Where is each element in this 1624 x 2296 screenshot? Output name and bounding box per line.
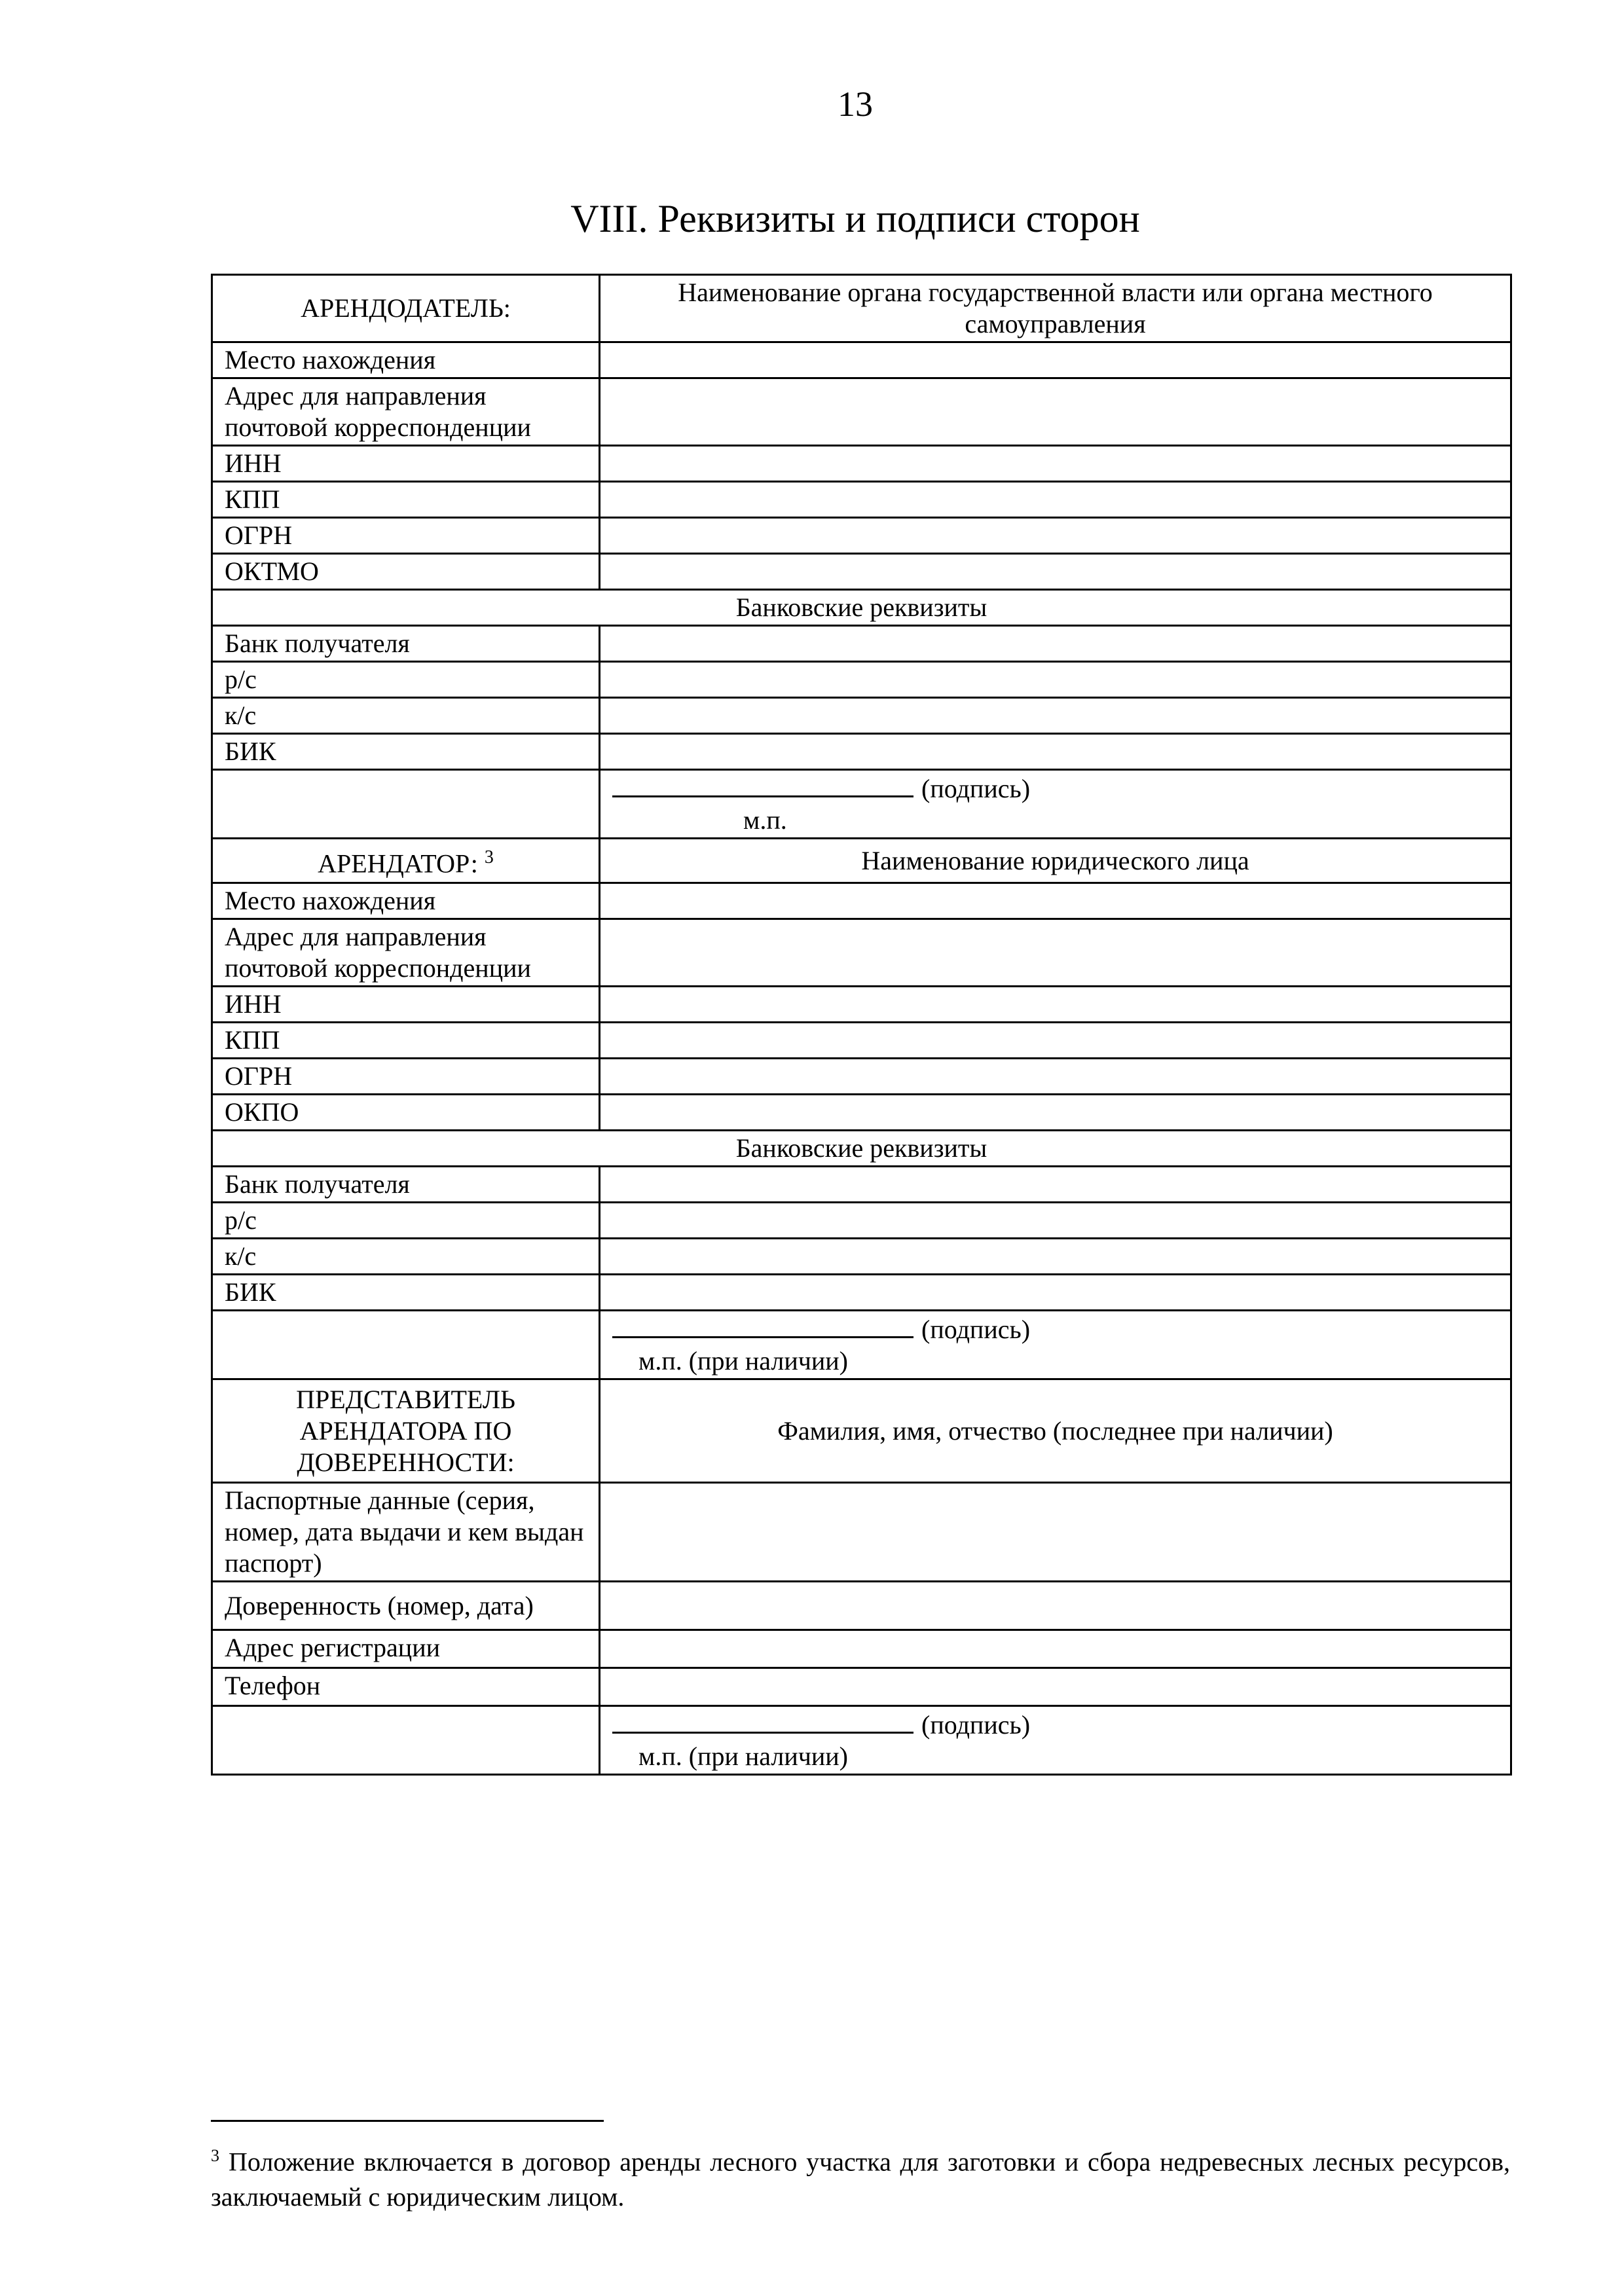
stamp-label: м.п. (при наличии): [638, 1741, 848, 1771]
tenant-row-value[interactable]: [600, 987, 1511, 1023]
tenant-signature-cell[interactable]: [600, 1311, 1511, 1379]
signature-label: (подпись): [921, 1315, 1031, 1344]
tenant-bank-row-value[interactable]: [600, 1275, 1511, 1311]
landlord-bank-row-value[interactable]: [600, 698, 1511, 734]
tenant-row-label: ОКПО: [212, 1095, 600, 1131]
signature-line: [612, 1313, 913, 1338]
tenant-row-label: ОГРН: [212, 1059, 600, 1095]
landlord-row-label: ОКТМО: [212, 554, 600, 590]
signature-line: [612, 772, 913, 797]
representative-row-value[interactable]: [600, 1582, 1511, 1630]
landlord-bank-row-label: БИК: [212, 734, 600, 770]
representative-heading: ПРЕДСТАВИТЕЛЬ АРЕНДАТОРА ПО ДОВЕРЕННОСТИ:: [212, 1379, 600, 1483]
signature-label: (подпись): [921, 774, 1031, 803]
tenant-bank-heading: Банковские реквизиты: [212, 1131, 1511, 1167]
tenant-row-value[interactable]: [600, 1023, 1511, 1059]
tenant-bank-row-label: р/с: [212, 1203, 600, 1239]
tenant-heading: АРЕНДАТОР:: [318, 848, 478, 879]
representative-row-label: Доверенность (номер, дата): [212, 1582, 600, 1630]
requisites-table: [211, 274, 1512, 1776]
tenant-bank-row-label: к/с: [212, 1239, 600, 1275]
tenant-row-value[interactable]: [600, 883, 1511, 919]
landlord-row-value[interactable]: [600, 482, 1511, 518]
representative-row-value[interactable]: [600, 1630, 1511, 1668]
landlord-signature-cell[interactable]: [600, 770, 1511, 839]
tenant-bank-row-value[interactable]: [600, 1203, 1511, 1239]
landlord-row-value[interactable]: [600, 554, 1511, 590]
tenant-signature-empty-cell: [212, 1311, 600, 1379]
representative-row-label: Адрес регистрации: [212, 1630, 600, 1668]
stamp-label: м.п. (при наличии): [638, 1346, 848, 1376]
tenant-bank-row-value[interactable]: [600, 1167, 1511, 1203]
landlord-row-label: ИНН: [212, 446, 600, 482]
tenant-name-label: Наименование юридического лица: [600, 839, 1511, 883]
page-number: 13: [838, 84, 873, 124]
landlord-bank-row-label: Банк получателя: [212, 626, 600, 662]
landlord-row-label: Адрес для направления почтовой корреспонденции: [212, 378, 600, 446]
landlord-row-value[interactable]: [600, 518, 1511, 554]
signature-label: (подпись): [921, 1710, 1031, 1740]
tenant-row-label: ИНН: [212, 987, 600, 1023]
landlord-heading: АРЕНДОДАТЕЛЬ:: [212, 275, 600, 342]
signature-line: [612, 1708, 913, 1734]
tenant-row-label: КПП: [212, 1023, 600, 1059]
landlord-row-value[interactable]: [600, 342, 1511, 378]
representative-row-value[interactable]: [600, 1483, 1511, 1582]
tenant-bank-row-value[interactable]: [600, 1239, 1511, 1275]
tenant-bank-row-label: Банк получателя: [212, 1167, 600, 1203]
footnote: [211, 2138, 1510, 2215]
landlord-row-label: КПП: [212, 482, 600, 518]
stamp-label: м.п.: [743, 805, 787, 835]
tenant-row-label: Место нахождения: [212, 883, 600, 919]
footnote-rule: [211, 2120, 604, 2122]
section-title: VIII. Реквизиты и подписи сторон: [570, 197, 1140, 240]
landlord-signature-empty-cell: [212, 770, 600, 839]
tenant-heading-cell: [212, 839, 600, 883]
landlord-bank-row-value[interactable]: [600, 662, 1511, 698]
landlord-row-value[interactable]: [600, 446, 1511, 482]
landlord-row-label: Место нахождения: [212, 342, 600, 378]
landlord-bank-row-label: к/с: [212, 698, 600, 734]
footnote-number: 3: [211, 2146, 219, 2165]
landlord-row-value[interactable]: [600, 378, 1511, 446]
footnote-text: Положение включается в договор аренды лесного участка для заготовки и сбора недревесных лесных ресурсов, заключаемый с юридическим лицом.: [211, 2147, 1510, 2212]
tenant-row-value[interactable]: [600, 919, 1511, 987]
representative-row-label: Паспортные данные (серия, номер, дата выдачи и кем выдан паспорт): [212, 1483, 600, 1582]
representative-signature-cell[interactable]: [600, 1706, 1511, 1775]
tenant-row-label: Адрес для направления почтовой корреспонденции: [212, 919, 600, 987]
tenant-row-value[interactable]: [600, 1059, 1511, 1095]
representative-name-label: Фамилия, имя, отчество (последнее при наличии): [600, 1379, 1511, 1483]
landlord-bank-row-value[interactable]: [600, 734, 1511, 770]
landlord-bank-row-value[interactable]: [600, 626, 1511, 662]
tenant-bank-row-label: БИК: [212, 1275, 600, 1311]
representative-signature-empty-cell: [212, 1706, 600, 1775]
representative-row-value[interactable]: [600, 1668, 1511, 1706]
footnote-ref: 3: [484, 847, 494, 867]
landlord-name-label: Наименование органа государственной власти или органа местного самоуправления: [600, 275, 1511, 342]
landlord-row-label: ОГРН: [212, 518, 600, 554]
tenant-row-value[interactable]: [600, 1095, 1511, 1131]
landlord-bank-row-label: р/с: [212, 662, 600, 698]
landlord-bank-heading: Банковские реквизиты: [212, 590, 1511, 626]
representative-row-label: Телефон: [212, 1668, 600, 1706]
